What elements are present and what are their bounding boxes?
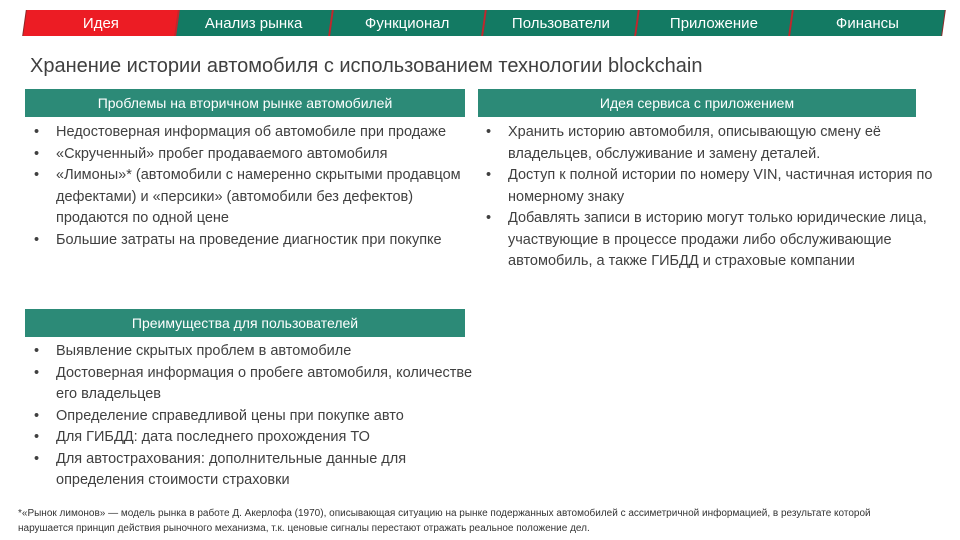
tab-label: Анализ рынка bbox=[205, 14, 303, 32]
tab-market-analysis[interactable] bbox=[177, 10, 334, 36]
list-item: • Большие затраты на проведение диагностик при покупке bbox=[56, 230, 476, 252]
list-item: • Добавлять записи в историю могут только юридические лица, участвующие в процессе продажи либо обслуживающие автомобиль, а также ГИБДД и страховые компании bbox=[508, 208, 940, 273]
tab-app[interactable] bbox=[636, 10, 793, 36]
list-item: • Достоверная информация о пробеге автомобиля, количестве его владельцев bbox=[56, 363, 486, 406]
footnote: *«Рынок лимонов» — модель рынка в работе Д. Акерлофа (1970), описывающая ситуацию на рынке подержанных автомобилей с ассиметричной информацией, в результате которой нарушается принцип действия рыночного механизма, т.к. ценовые сигналы перестают отражать реальное положение дел. bbox=[18, 508, 871, 534]
tab-label: Финансы bbox=[835, 14, 899, 32]
tab-idea[interactable] bbox=[23, 10, 180, 36]
problems-list bbox=[30, 122, 476, 251]
list-item: • Хранить историю автомобиля, описывающую смену её владельцев, обслуживание и замену деталей. bbox=[508, 122, 940, 165]
problems-header: Проблемы на вторичном рынке автомобилей bbox=[25, 89, 465, 117]
tab-finance[interactable] bbox=[790, 10, 945, 36]
list-item: • Недостоверная информация об автомобиле при продаже bbox=[56, 122, 476, 144]
tab-users[interactable] bbox=[483, 10, 640, 36]
list-item: • «Лимоны»* (автомобили с намеренно скрытыми продавцом дефектами) и «персики» (автомобили без дефектов) продаются по одной цене bbox=[56, 165, 476, 230]
service-list bbox=[482, 122, 940, 273]
benefits-list bbox=[30, 341, 486, 492]
tab-label: Функционал bbox=[365, 14, 450, 32]
list-item: • Выявление скрытых проблем в автомобиле bbox=[56, 341, 486, 363]
page-title: Хранение истории автомобиля с использованием технологии blockchain bbox=[30, 55, 703, 77]
section-tabs bbox=[22, 10, 946, 36]
list-item: • «Скрученный» пробег продаваемого автомобиля bbox=[56, 144, 476, 166]
tab-label: Пользователи bbox=[511, 14, 610, 32]
list-item: • Для ГИБДД: дата последнего прохождения ТО bbox=[56, 427, 486, 449]
tab-label: Идея bbox=[82, 14, 119, 32]
list-item: • Доступ к полной истории по номеру VIN, частичная история по номерному знаку bbox=[508, 165, 940, 208]
service-header: Идея сервиса с приложением bbox=[478, 89, 916, 117]
tab-functionality[interactable] bbox=[330, 10, 487, 36]
list-item: • Определение справедливой цены при покупке авто bbox=[56, 406, 486, 428]
list-item: • Для автострахования: дополнительные данные для определения стоимости страховки bbox=[56, 449, 486, 492]
tab-label: Приложение bbox=[669, 14, 758, 32]
benefits-header: Преимущества для пользователей bbox=[25, 309, 465, 337]
